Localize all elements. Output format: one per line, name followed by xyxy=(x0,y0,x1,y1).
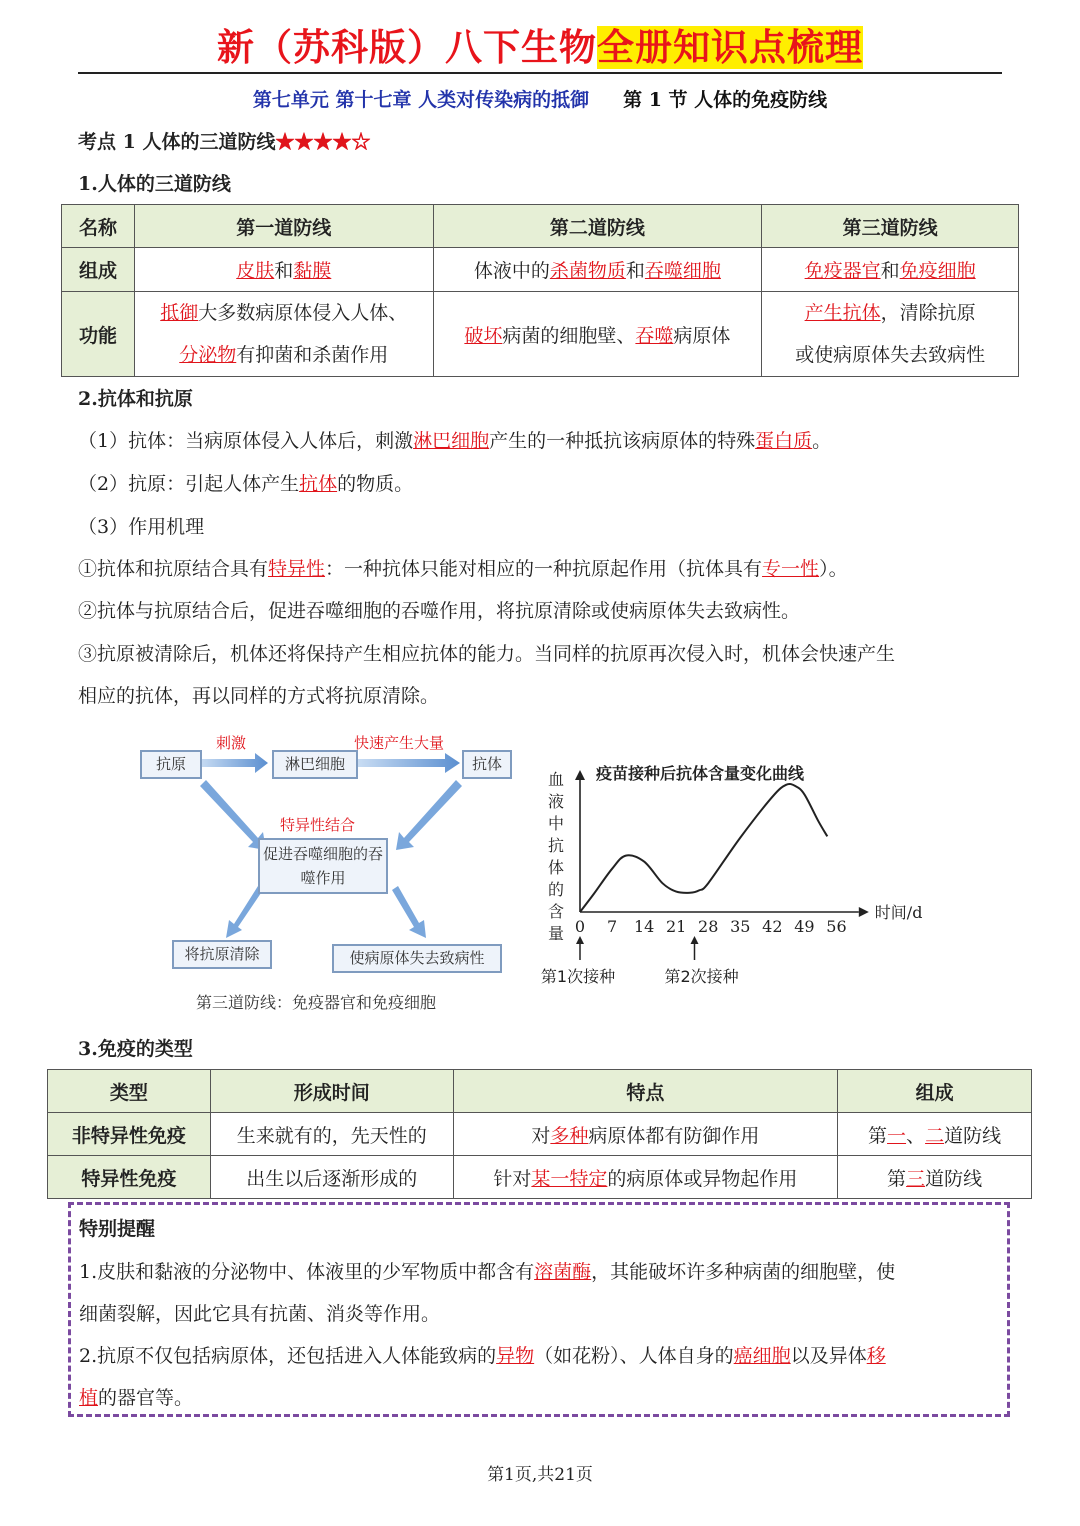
text-segment: ①抗体和抗原结合具有 xyxy=(78,558,269,580)
key-term: 三 xyxy=(906,1167,926,1190)
y-axis-label: 液 xyxy=(548,792,565,811)
immunity-row-nonspecific xyxy=(48,1113,1032,1156)
text-segment: 道防线 xyxy=(944,1124,1002,1147)
text-segment: ）。 xyxy=(819,558,848,580)
x-tick-label: 0 xyxy=(574,917,586,936)
text-segment: 对 xyxy=(531,1124,551,1147)
antibody-chart xyxy=(540,755,960,995)
injection-arrow-head xyxy=(576,936,584,944)
title-prefix: 新（苏科版） xyxy=(217,26,445,69)
y-axis-label: 抗 xyxy=(548,836,565,855)
text-segment: 病菌的细胞壁、 xyxy=(502,324,636,347)
key-term: 吞噬 xyxy=(635,324,674,347)
antibody-chart-svg xyxy=(540,755,960,995)
cell-second-composition xyxy=(433,248,762,292)
text-segment: 体液中的 xyxy=(473,260,550,282)
para-antigen xyxy=(78,470,1008,498)
section-title: 第 1 节 人体的免疫防线 xyxy=(623,89,828,111)
defense-table xyxy=(61,204,1019,377)
key-term: 某一特定 xyxy=(531,1167,608,1190)
text-segment: 以及异体 xyxy=(790,1345,867,1367)
text-segment: ：一种抗体只能对相应的一种抗原起作用（抗体具有 xyxy=(325,558,763,580)
feature-specific xyxy=(453,1156,838,1199)
text-segment: 第 xyxy=(887,1167,907,1190)
box-antigen: 抗原 xyxy=(140,750,202,779)
key-term: 移 xyxy=(866,1345,886,1367)
x-axis-label: 时间/d xyxy=(874,903,923,922)
key-term: 植 xyxy=(79,1387,99,1409)
x-tick-label: 14 xyxy=(633,917,655,936)
immunity-row-specific xyxy=(48,1156,1032,1199)
cell-third-function-line1 xyxy=(762,292,1018,334)
text-segment: ，其能破坏许多种病菌的细胞壁，使 xyxy=(591,1261,896,1283)
key-term: 二 xyxy=(925,1124,945,1147)
immunity-header-row xyxy=(48,1070,1032,1113)
section3-heading: 3.免疫的类型 xyxy=(78,1038,193,1060)
defense-col-third: 第三道防线 xyxy=(762,205,1019,248)
text-segment: 。 xyxy=(812,430,832,452)
injection-label: 第2次接种 xyxy=(664,967,739,986)
reminder-line4 xyxy=(79,1377,1001,1419)
text-segment: 病原体 xyxy=(673,324,731,347)
box-lose-pathogenicity: 使病原体失去致病性 xyxy=(332,944,502,973)
key-term: 癌细胞 xyxy=(733,1345,791,1367)
para-mechanism-2: ②抗体与抗原结合后，促进吞噬细胞的吞噬作用，将抗原清除或使病原体失去致病性。 xyxy=(78,600,801,622)
immune-diagram xyxy=(130,728,530,1018)
box-antibody: 抗体 xyxy=(462,750,512,779)
row-label-composition: 组成 xyxy=(62,248,135,292)
immunity-col-feature: 特点 xyxy=(453,1070,838,1113)
title-divider xyxy=(78,72,1002,74)
defense-col-name: 名称 xyxy=(62,205,135,248)
text-segment: 的物质。 xyxy=(337,473,414,495)
text-segment: （如花粉）、人体自身的 xyxy=(534,1345,734,1367)
key-term: 分泌物 xyxy=(179,344,237,366)
x-tick-label: 7 xyxy=(606,917,618,936)
immunity-col-type: 类型 xyxy=(48,1070,211,1113)
para-mechanism-3b: 相应的抗体，再以同样的方式将抗原清除。 xyxy=(78,685,440,707)
cell-third-composition xyxy=(762,248,1019,292)
injection-label: 第1次接种 xyxy=(540,967,616,986)
cell-first-composition xyxy=(134,248,433,292)
text-segment: 道防线 xyxy=(925,1167,983,1190)
feature-nonspecific xyxy=(453,1113,838,1156)
key-term: 杀菌物质 xyxy=(549,260,626,282)
para-antibody xyxy=(78,427,1008,455)
immunity-col-composition: 组成 xyxy=(838,1070,1032,1113)
arrow-center-to-lose xyxy=(392,886,426,938)
y-axis-label: 体 xyxy=(548,858,565,877)
x-tick-label: 49 xyxy=(794,917,815,936)
y-axis-label: 含 xyxy=(548,902,565,921)
doc-title xyxy=(0,22,1080,74)
key-term: 吞噬细胞 xyxy=(644,260,721,282)
key-term: 一 xyxy=(887,1124,907,1147)
injection-arrow-head xyxy=(691,936,699,944)
y-axis-label: 中 xyxy=(548,814,565,833)
key-term: 抵御 xyxy=(160,302,199,324)
key-term: 多种 xyxy=(550,1124,589,1147)
text-segment: 产生的一种抵抗该病原体的特殊 xyxy=(489,430,756,452)
key-term: 免疫细胞 xyxy=(899,260,976,282)
x-tick-label: 28 xyxy=(698,917,719,936)
text-segment: 或使病原体失去致病性 xyxy=(795,344,986,366)
y-axis-label: 的 xyxy=(548,880,565,899)
text-segment: 和 xyxy=(274,260,294,282)
box-clear-antigen: 将抗原清除 xyxy=(172,940,272,969)
reminder-line1 xyxy=(79,1251,1001,1293)
x-tick-label: 56 xyxy=(826,917,847,936)
row-label-function: 功能 xyxy=(62,292,135,377)
key-term: 抗体 xyxy=(299,473,338,495)
key-term: 异物 xyxy=(496,1345,535,1367)
diagram-caption: 第三道防线：免疫器官和免疫细胞 xyxy=(196,993,437,1012)
x-axis-arrow xyxy=(859,907,869,917)
defense-row-composition xyxy=(62,248,1019,292)
text-segment: 2.抗原不仅包括病原体，还包括进入人体能致病的 xyxy=(79,1345,497,1367)
y-axis-arrow xyxy=(575,770,585,780)
special-reminder-box xyxy=(68,1202,1010,1417)
x-tick-label: 35 xyxy=(730,917,751,936)
text-segment: 的病原体或异物起作用 xyxy=(607,1167,798,1190)
time-specific: 出生以后逐渐形成的 xyxy=(210,1156,453,1199)
box-lymphocyte: 淋巴细胞 xyxy=(272,750,358,779)
type-specific: 特异性免疫 xyxy=(48,1156,211,1199)
text-segment: 第 xyxy=(868,1124,888,1147)
cell-first-function xyxy=(134,292,433,377)
label-specific-binding: 特异性结合 xyxy=(280,816,356,834)
key-term: 破坏 xyxy=(464,324,503,347)
chart-title: 疫苗接种后抗体含量变化曲线 xyxy=(596,764,805,783)
cell-first-function-line1 xyxy=(135,292,433,334)
key-term: 产生抗体 xyxy=(804,302,881,324)
defense-header-row xyxy=(62,205,1019,248)
kaodian-heading xyxy=(78,128,370,156)
time-nonspecific: 生来就有的，先天性的 xyxy=(210,1113,453,1156)
text-segment: 的器官等。 xyxy=(98,1387,194,1409)
text-segment: 和 xyxy=(625,260,645,282)
text-segment: （2）抗原：引起人体产生 xyxy=(78,473,300,495)
text-segment: 大多数病原体侵入人体、 xyxy=(198,302,408,324)
title-middle: 八下生物 xyxy=(445,26,597,69)
kaodian-stars: ★★★★☆ xyxy=(275,131,371,153)
text-segment: 针对 xyxy=(493,1167,532,1190)
arrow-antibody-to-center xyxy=(396,780,462,850)
x-tick-label: 21 xyxy=(666,917,687,936)
cell-third-function-line2 xyxy=(762,334,1018,376)
text-segment: 有抑菌和杀菌作用 xyxy=(236,344,389,366)
para-mechanism-1 xyxy=(78,555,1008,583)
para-mechanism-3a: ③抗原被清除后，机体还将保持产生相应抗体的能力。当同样的抗原再次侵入时，机体会快速产生 xyxy=(78,643,896,665)
text-segment: （1）抗体：当病原体侵入人体后，刺激 xyxy=(78,430,414,452)
key-term: 蛋白质 xyxy=(755,430,813,452)
key-term: 特异性 xyxy=(268,558,326,580)
label-fast-produce: 快速产生大量 xyxy=(354,734,445,752)
defense-row-function xyxy=(62,292,1019,377)
defense-col-second: 第二道防线 xyxy=(433,205,762,248)
arrow-antigen-to-center xyxy=(200,780,266,850)
arrow-lymph-to-antibody xyxy=(358,753,460,773)
x-tick-label: 42 xyxy=(762,917,783,936)
composition-nonspecific xyxy=(838,1113,1032,1156)
type-nonspecific: 非特异性免疫 xyxy=(48,1113,211,1156)
text-segment: 1.皮肤和黏液的分泌物中、体液里的少军物质中都含有 xyxy=(79,1261,535,1283)
para-mechanism-title: （3）作用机理 xyxy=(78,516,205,538)
chapter-title: 第七单元 第十七章 人类对传染病的抵御 xyxy=(252,89,590,111)
text-segment: ，清除抗原 xyxy=(880,302,976,324)
text-segment: 病原体都有防御作用 xyxy=(588,1124,760,1147)
key-term: 黏膜 xyxy=(293,260,332,282)
key-term: 溶菌酶 xyxy=(534,1261,592,1283)
reminder-line2: 细菌裂解，因此它具有抗菌、消炎等作用。 xyxy=(79,1303,441,1325)
text-segment: 和 xyxy=(880,260,900,282)
label-stimulate: 刺激 xyxy=(216,734,247,752)
defense-col-first: 第一道防线 xyxy=(134,205,433,248)
arrow-antigen-to-lymph xyxy=(200,753,268,773)
cell-first-function-line2 xyxy=(135,334,433,376)
section1-heading: 1.人体的三道防线 xyxy=(78,173,231,195)
y-axis-label: 血 xyxy=(548,770,565,789)
immunity-table xyxy=(47,1069,1032,1199)
key-term: 免疫器官 xyxy=(804,260,881,282)
cell-third-function xyxy=(762,292,1019,377)
key-term: 专一性 xyxy=(762,558,820,580)
text-segment: 、 xyxy=(906,1124,926,1147)
section2-heading: 2.抗体和抗原 xyxy=(78,388,193,410)
title-highlight: 全册知识点梳理 xyxy=(597,26,863,69)
immunity-col-time: 形成时间 xyxy=(210,1070,453,1113)
reminder-title: 特别提醒 xyxy=(79,1218,156,1240)
key-term: 淋巴细胞 xyxy=(413,430,490,452)
composition-specific xyxy=(838,1156,1032,1199)
chapter-line xyxy=(0,86,1080,114)
box-promote-phagocytosis: 促进吞噬细胞的吞噬作用 xyxy=(258,838,388,894)
key-term: 皮肤 xyxy=(236,260,275,282)
kaodian-label: 考点 1 人体的三道防线 xyxy=(78,131,276,153)
cell-second-function xyxy=(433,292,762,377)
antibody-curve xyxy=(580,784,827,912)
reminder-line3 xyxy=(79,1335,1001,1377)
page-footer: 第1页,共21页 xyxy=(487,1465,593,1485)
y-axis-label: 量 xyxy=(548,924,565,943)
